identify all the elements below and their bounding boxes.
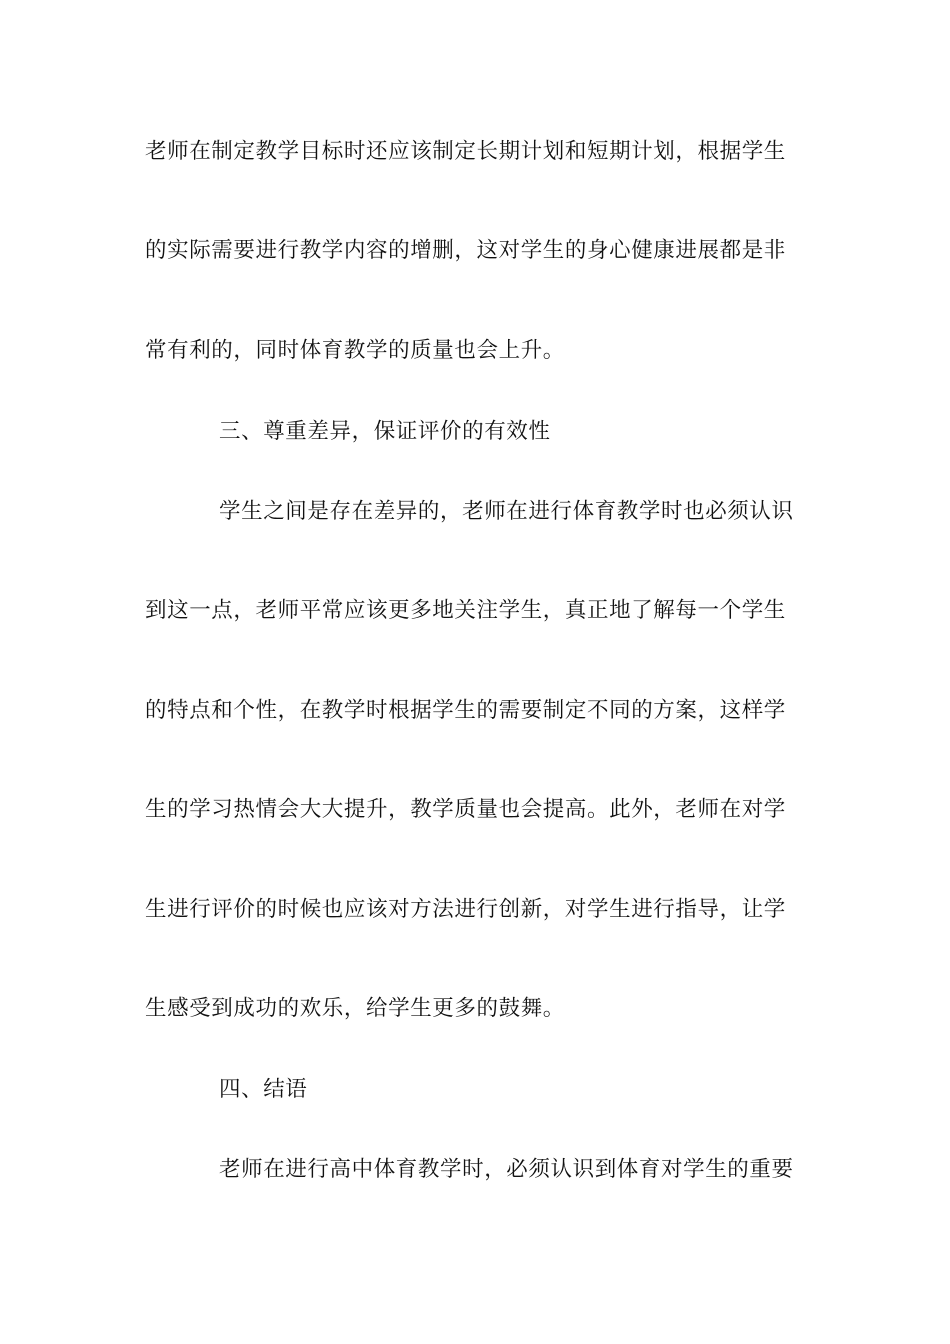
- section-heading: 四、结语: [219, 1077, 308, 1102]
- paragraph-line: 学生之间是存在差异的，老师在进行体育教学时也必须认识: [219, 499, 794, 524]
- paragraph-line: 的特点和个性，在教学时根据学生的需要制定不同的方案，这样学: [145, 698, 786, 723]
- paragraph-line: 的实际需要进行教学内容的增删，这对学生的身心健康进展都是非: [145, 238, 786, 263]
- paragraph-line: 生的学习热情会大大提升，教学质量也会提高。此外，老师在对学: [145, 797, 786, 822]
- paragraph-line: 老师在制定教学目标时还应该制定长期计划和短期计划，根据学生: [145, 139, 786, 164]
- paragraph-line: 老师在进行高中体育教学时，必须认识到体育对学生的重要: [219, 1157, 794, 1182]
- section-heading: 三、尊重差异，保证评价的有效性: [219, 419, 551, 444]
- paragraph-line: 生进行评价的时候也应该对方法进行创新，对学生进行指导，让学: [145, 897, 786, 922]
- paragraph-line: 生感受到成功的欢乐，给学生更多的鼓舞。: [145, 996, 565, 1021]
- paragraph-line: 到这一点，老师平常应该更多地关注学生，真正地了解每一个学生: [145, 598, 786, 623]
- paragraph-line: 常有利的，同时体育教学的质量也会上升。: [145, 338, 565, 363]
